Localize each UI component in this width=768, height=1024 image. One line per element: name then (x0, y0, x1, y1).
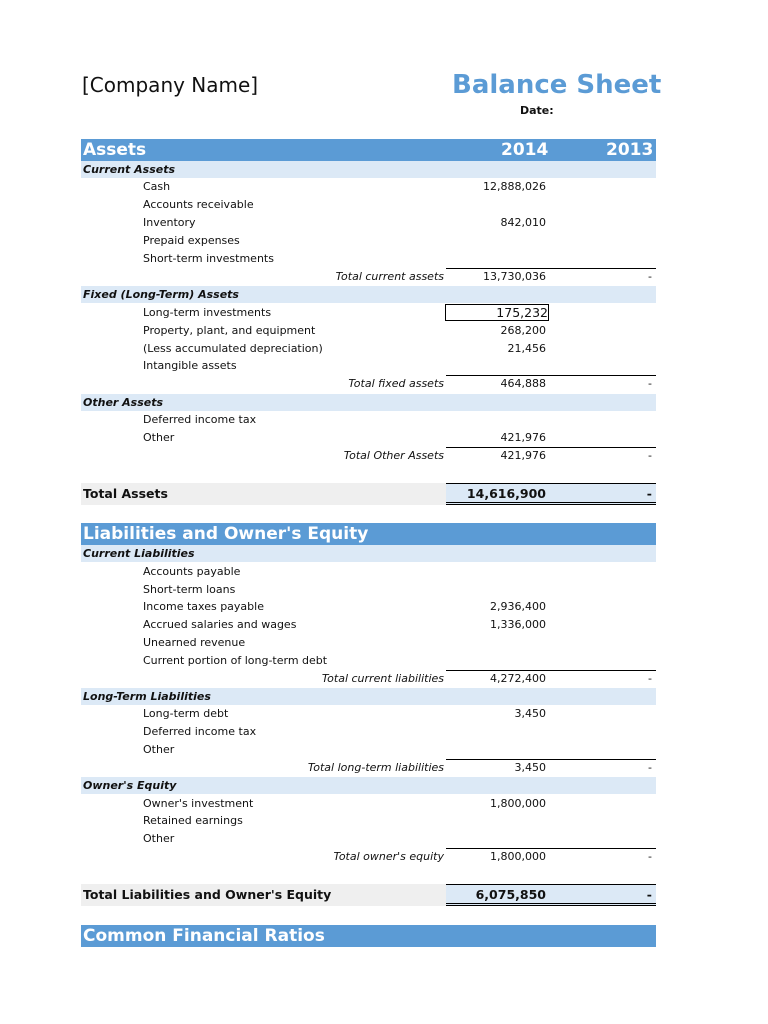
ratios-header (81, 925, 656, 947)
table-row[interactable]: Current portion of long-term debt (143, 654, 328, 667)
total-assets-row[interactable]: Total Assets 14,616,900 - (81, 483, 656, 505)
total-row[interactable]: Total Other Assets 421,976 - (81, 447, 656, 465)
assets-heading: Assets (83, 140, 147, 160)
table-row[interactable]: Unearned revenue (143, 636, 246, 649)
table-row[interactable]: Accounts payable (143, 565, 241, 578)
fixed-assets-subhead: Fixed (Long-Term) Assets (81, 286, 656, 303)
table-row[interactable]: Cash 12,888,026 (143, 180, 546, 193)
total-row[interactable]: Total long-term liabilities 3,450 - (81, 759, 656, 777)
table-row[interactable]: Deferred income tax (143, 413, 257, 426)
table-row[interactable]: Other (143, 743, 175, 756)
total-liabilities-equity-row[interactable]: Total Liabilities and Owner's Equity 6,075,850 - (81, 884, 656, 906)
table-row[interactable]: Long-term debt 3,450 (143, 707, 546, 720)
long-term-liabilities-subhead: Long-Term Liabilities (81, 688, 656, 705)
page-title: Balance Sheet (452, 70, 662, 100)
assets-header (81, 139, 656, 161)
date-label: Date: (520, 104, 554, 117)
table-row[interactable]: Property, plant, and equipment 268,200 (143, 324, 546, 337)
company-name[interactable]: [Company Name] (82, 73, 259, 97)
current-liabilities-subhead: Current Liabilities (81, 545, 656, 562)
table-row[interactable]: Other (143, 832, 175, 845)
table-row[interactable]: Accrued salaries and wages 1,336,000 (143, 618, 546, 631)
table-row[interactable]: Accounts receivable (143, 198, 254, 211)
total-row[interactable]: Total current liabilities 4,272,400 - (81, 670, 656, 688)
table-row[interactable]: (Less accumulated depreciation) 21,456 (143, 342, 546, 355)
total-row[interactable]: Total current assets 13,730,036 - (81, 268, 656, 286)
table-row[interactable]: Retained earnings (143, 814, 243, 827)
liabilities-heading: Liabilities and Owner's Equity (83, 524, 369, 544)
total-row[interactable]: Total owner's equity 1,800,000 - (81, 848, 656, 866)
table-row[interactable]: Income taxes payable 2,936,400 (143, 600, 546, 613)
total-row[interactable]: Total fixed assets 464,888 - (81, 375, 656, 393)
table-row[interactable]: Long-term investments 175,232 (143, 305, 548, 320)
table-row[interactable]: Other 421,976 (143, 431, 546, 444)
year-2013-header: 2013 (606, 140, 654, 160)
other-assets-subhead: Other Assets (81, 394, 656, 411)
table-row[interactable]: Prepaid expenses (143, 234, 240, 247)
table-row[interactable]: Deferred income tax (143, 725, 257, 738)
current-assets-subhead: Current Assets (81, 161, 656, 178)
table-row[interactable]: Owner's investment 1,800,000 (143, 797, 546, 810)
liabilities-header (81, 523, 656, 545)
table-row[interactable]: Inventory 842,010 (143, 216, 546, 229)
ratios-heading: Common Financial Ratios (83, 926, 325, 946)
table-row[interactable]: Short-term investments (143, 252, 274, 265)
table-row[interactable]: Intangible assets (143, 359, 237, 372)
year-2014-header: 2014 (501, 140, 549, 160)
owners-equity-subhead: Owner's Equity (81, 777, 656, 794)
table-row[interactable]: Short-term loans (143, 583, 236, 596)
